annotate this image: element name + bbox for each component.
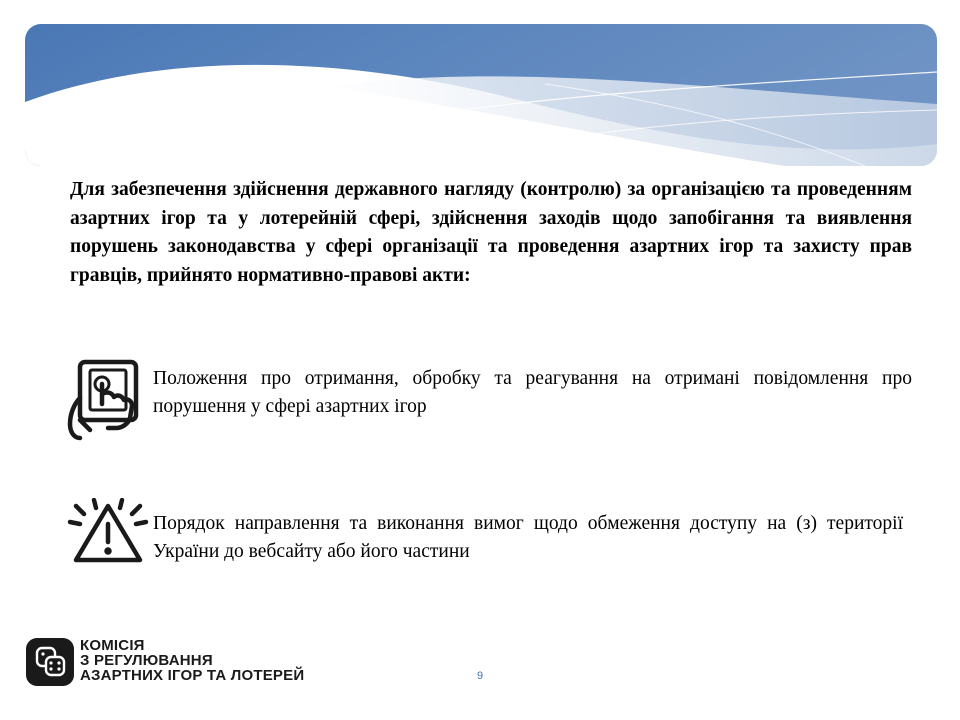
intro-paragraph: Для забезпечення здійснення державного нагляду (контролю) за організацією та проведенням азартних ігор та у лотерейній сфері, здійснення заходів щодо запобігання та виявлення порушень законодавства у сфері організації та проведення азартних ігор та захисту прав гравців, прийнято нормативно-правові акти:	[70, 179, 912, 286]
header-banner	[25, 24, 937, 166]
page-number: 9	[476, 670, 484, 682]
touchscreen-hand-icon	[66, 358, 146, 442]
dice-chat-logo-icon	[26, 638, 74, 686]
brand-line: АЗАРТНИХ ІГОР ТА ЛОТЕРЕЙ	[80, 667, 305, 684]
brand-name	[80, 638, 304, 683]
regulation-item: Порядок направлення та виконання вимог щодо обмеження доступу на (з) території України до вебсайту або його частини	[153, 513, 903, 562]
regulation-item: Положення про отримання, обробку та реагування на отримані повідомлення про порушення у сфері азартних ігор	[153, 368, 912, 417]
warning-triangle-icon	[66, 498, 150, 566]
brand-line: З РЕГУЛЮВАННЯ	[80, 652, 213, 669]
brand-line: КОМІСІЯ	[80, 637, 145, 654]
